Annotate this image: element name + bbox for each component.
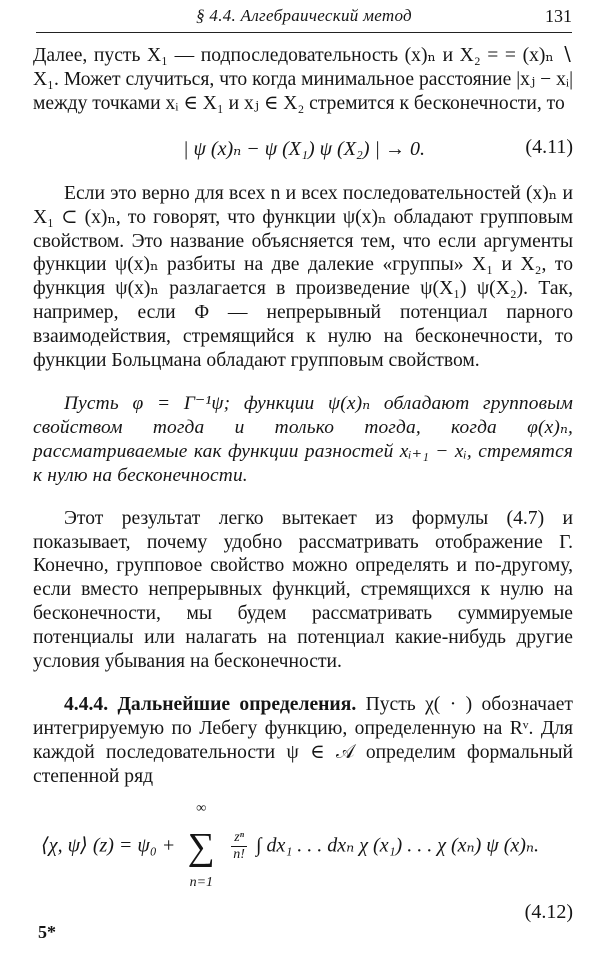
paragraph-remark: Этот результат легко вытекает из формулы (4.7) и показывает, почему удобно рассматривать отображение Γ. Конечно, групповое свойство можно определять и по-другому, если вместо непрерывных функций, стремящихся к нулю на бесконечности, мы будем рассматривать суммируемые потенциалы или налагать на потенциал какие-нибудь другие условия убывания на бесконечности. bbox=[33, 507, 573, 673]
formula-4-12-lhs: ⟨χ, ψ⟩ (z) = ψ₀ + bbox=[41, 834, 176, 857]
page-number: 131 bbox=[545, 6, 572, 26]
section-heading: 4.4.4. Дальнейшие определения. bbox=[64, 693, 357, 715]
running-header bbox=[36, 0, 572, 33]
formula-4-12-number: (4.12) bbox=[524, 900, 573, 923]
formula-4-11 bbox=[33, 124, 573, 172]
fraction-numerator: zⁿ bbox=[231, 830, 247, 847]
formula-4-11-expression: | ψ (x)ₙ − ψ (X₁) ψ (X₂) | → 0. bbox=[183, 137, 426, 160]
theorem-statement: Пусть φ = Γ⁻¹ψ; функции ψ(x)ₙ обладают групповым свойством тогда и только тогда, когда φ(x)ₙ, рассматриваемые как функции разностей xᵢ₊₁ − xᵢ, стремятся к нулю на бесконечности. bbox=[33, 392, 573, 486]
section-text: Пусть χ( · ) обозначает интегрируемую по Лебегу функцию, определенную на Rᵛ. Для каждой последовательности ψ ∈ 𝒜 определим формальный степенной ряд bbox=[33, 693, 573, 787]
formula-4-11-number: (4.11) bbox=[525, 135, 573, 158]
formula-4-12-rhs: ∫ dx₁ . . . dxₙ χ (x₁) . . . χ (xₙ) ψ (x)ₙ. bbox=[255, 834, 540, 857]
fraction-denominator: n! bbox=[233, 847, 245, 863]
sum-sigma: ∑ bbox=[187, 825, 215, 868]
fraction bbox=[231, 830, 247, 863]
section-4-4-4 bbox=[33, 693, 573, 789]
page-body bbox=[33, 44, 573, 931]
formula-4-12-expression bbox=[41, 800, 540, 890]
formula-4-12 bbox=[33, 800, 573, 931]
sum-upper-limit: ∞ bbox=[196, 800, 207, 816]
paragraph-group-property: Если это верно для всех n и всех последовательностей (x)ₙ и X₁ ⊂ (x)ₙ, то говорят, что функции ψ(x)ₙ обладают групповым свойством. Это название объясняется тем, что если аргументы функции ψ(x)ₙ разбиты на две далекие «группы» X₁ и X₂, то функция ψ(x)ₙ разлагается в произведение ψ(X₁) ψ(X₂). Так, например, если Φ — непрерывный потенциал парного взаимодействия, стремящийся к нулю на бесконечности, то функции Больцмана обладают групповым свойством. bbox=[33, 182, 573, 372]
header-title: § 4.4. Алгебраический метод bbox=[196, 6, 412, 25]
summation bbox=[184, 800, 218, 890]
signature-mark: 5* bbox=[38, 922, 56, 942]
sum-lower-limit: n=1 bbox=[189, 874, 214, 890]
paragraph-intro: Далее, пусть X₁ — подпоследовательность (x)ₙ и X₂ = = (x)ₙ ∖ X₁. Может случиться, что когда минимальное расстояние |xⱼ − xᵢ| между точками xᵢ ∈ X₁ и xⱼ ∈ X₂ стремится к бесконечности, то bbox=[33, 45, 573, 114]
